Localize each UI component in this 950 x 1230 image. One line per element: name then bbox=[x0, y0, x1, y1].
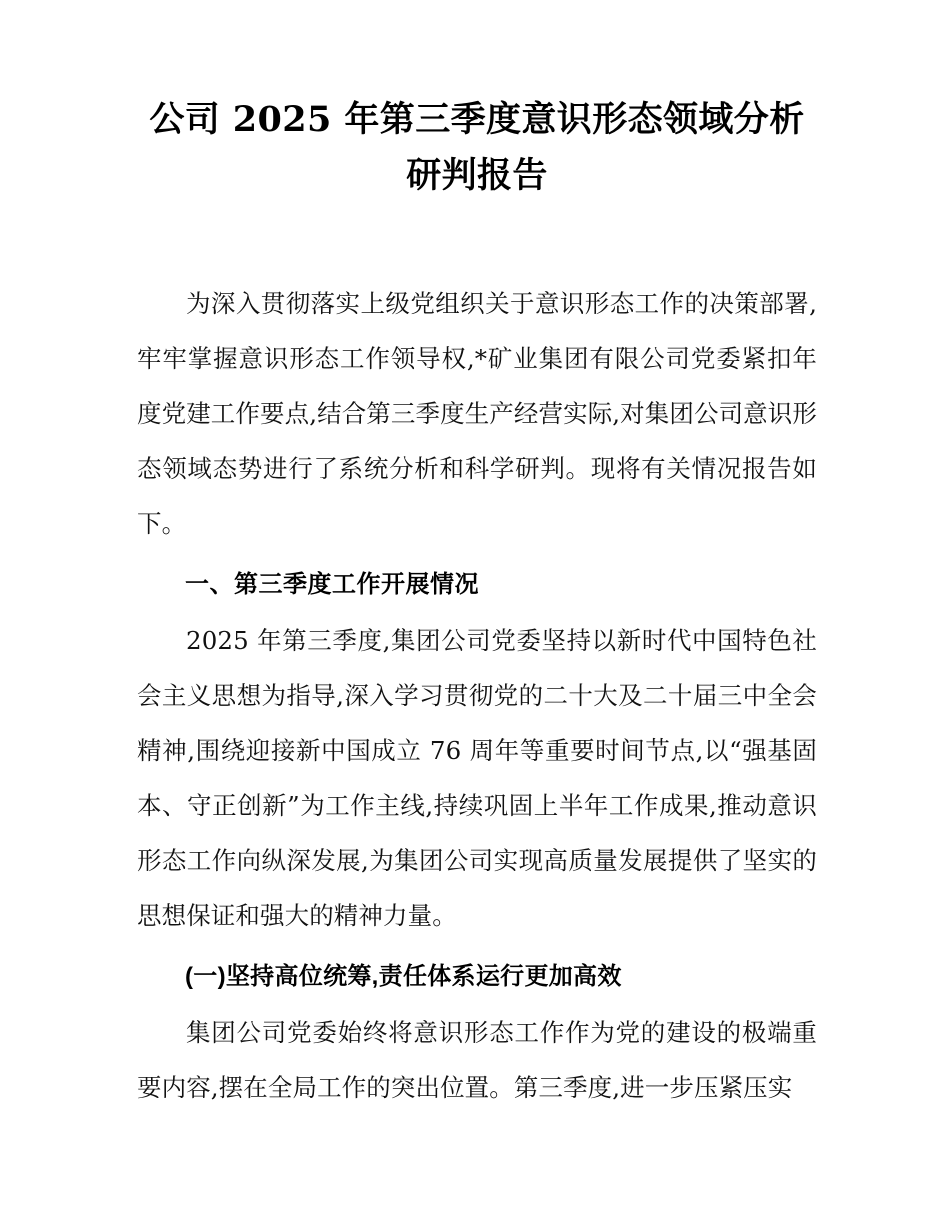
document-body bbox=[137, 0, 817, 1115]
section-one-paragraph: 2025 年第三季度,集团公司党委坚持以新时代中国特色社会主义思想为指导,深入学习贯彻党的二十大及二十届三中全会精神,围绕迎接新中国成立 76 周年等重要时间节点,以“强基固本、守正创新”为工作主线,持续巩固上半年工作成果,推动意识形态工作向纵深发展,为集团公司实现高质量发展提供了坚实的思想保证和强大的精神力量。 bbox=[137, 626, 817, 930]
subsection-one-paragraph: 集团公司党委始终将意识形态工作作为党的建设的极端重要内容,摆在全局工作的突出位置。第三季度,进一步压紧压实 bbox=[137, 1018, 817, 1102]
subsection-heading-one: (一)坚持高位统筹,责任体系运行更加高效 bbox=[185, 963, 622, 990]
section-heading-one: 一、第三季度工作开展情况 bbox=[185, 571, 479, 598]
title-spacer bbox=[137, 204, 817, 276]
page-title: 公司 2025 年第三季度意识形态领域分析研判报告 bbox=[149, 99, 805, 196]
intro-paragraph: 为深入贯彻落实上级党组织关于意识形态工作的决策部署,牢牢掌握意识形态工作领导权,*矿业集团有限公司党委紧扣年度党建工作要点,结合第三季度生产经营实际,对集团公司意识形态领域态势进行了系统分析和科学研判。现将有关情况报告如下。 bbox=[137, 289, 817, 538]
